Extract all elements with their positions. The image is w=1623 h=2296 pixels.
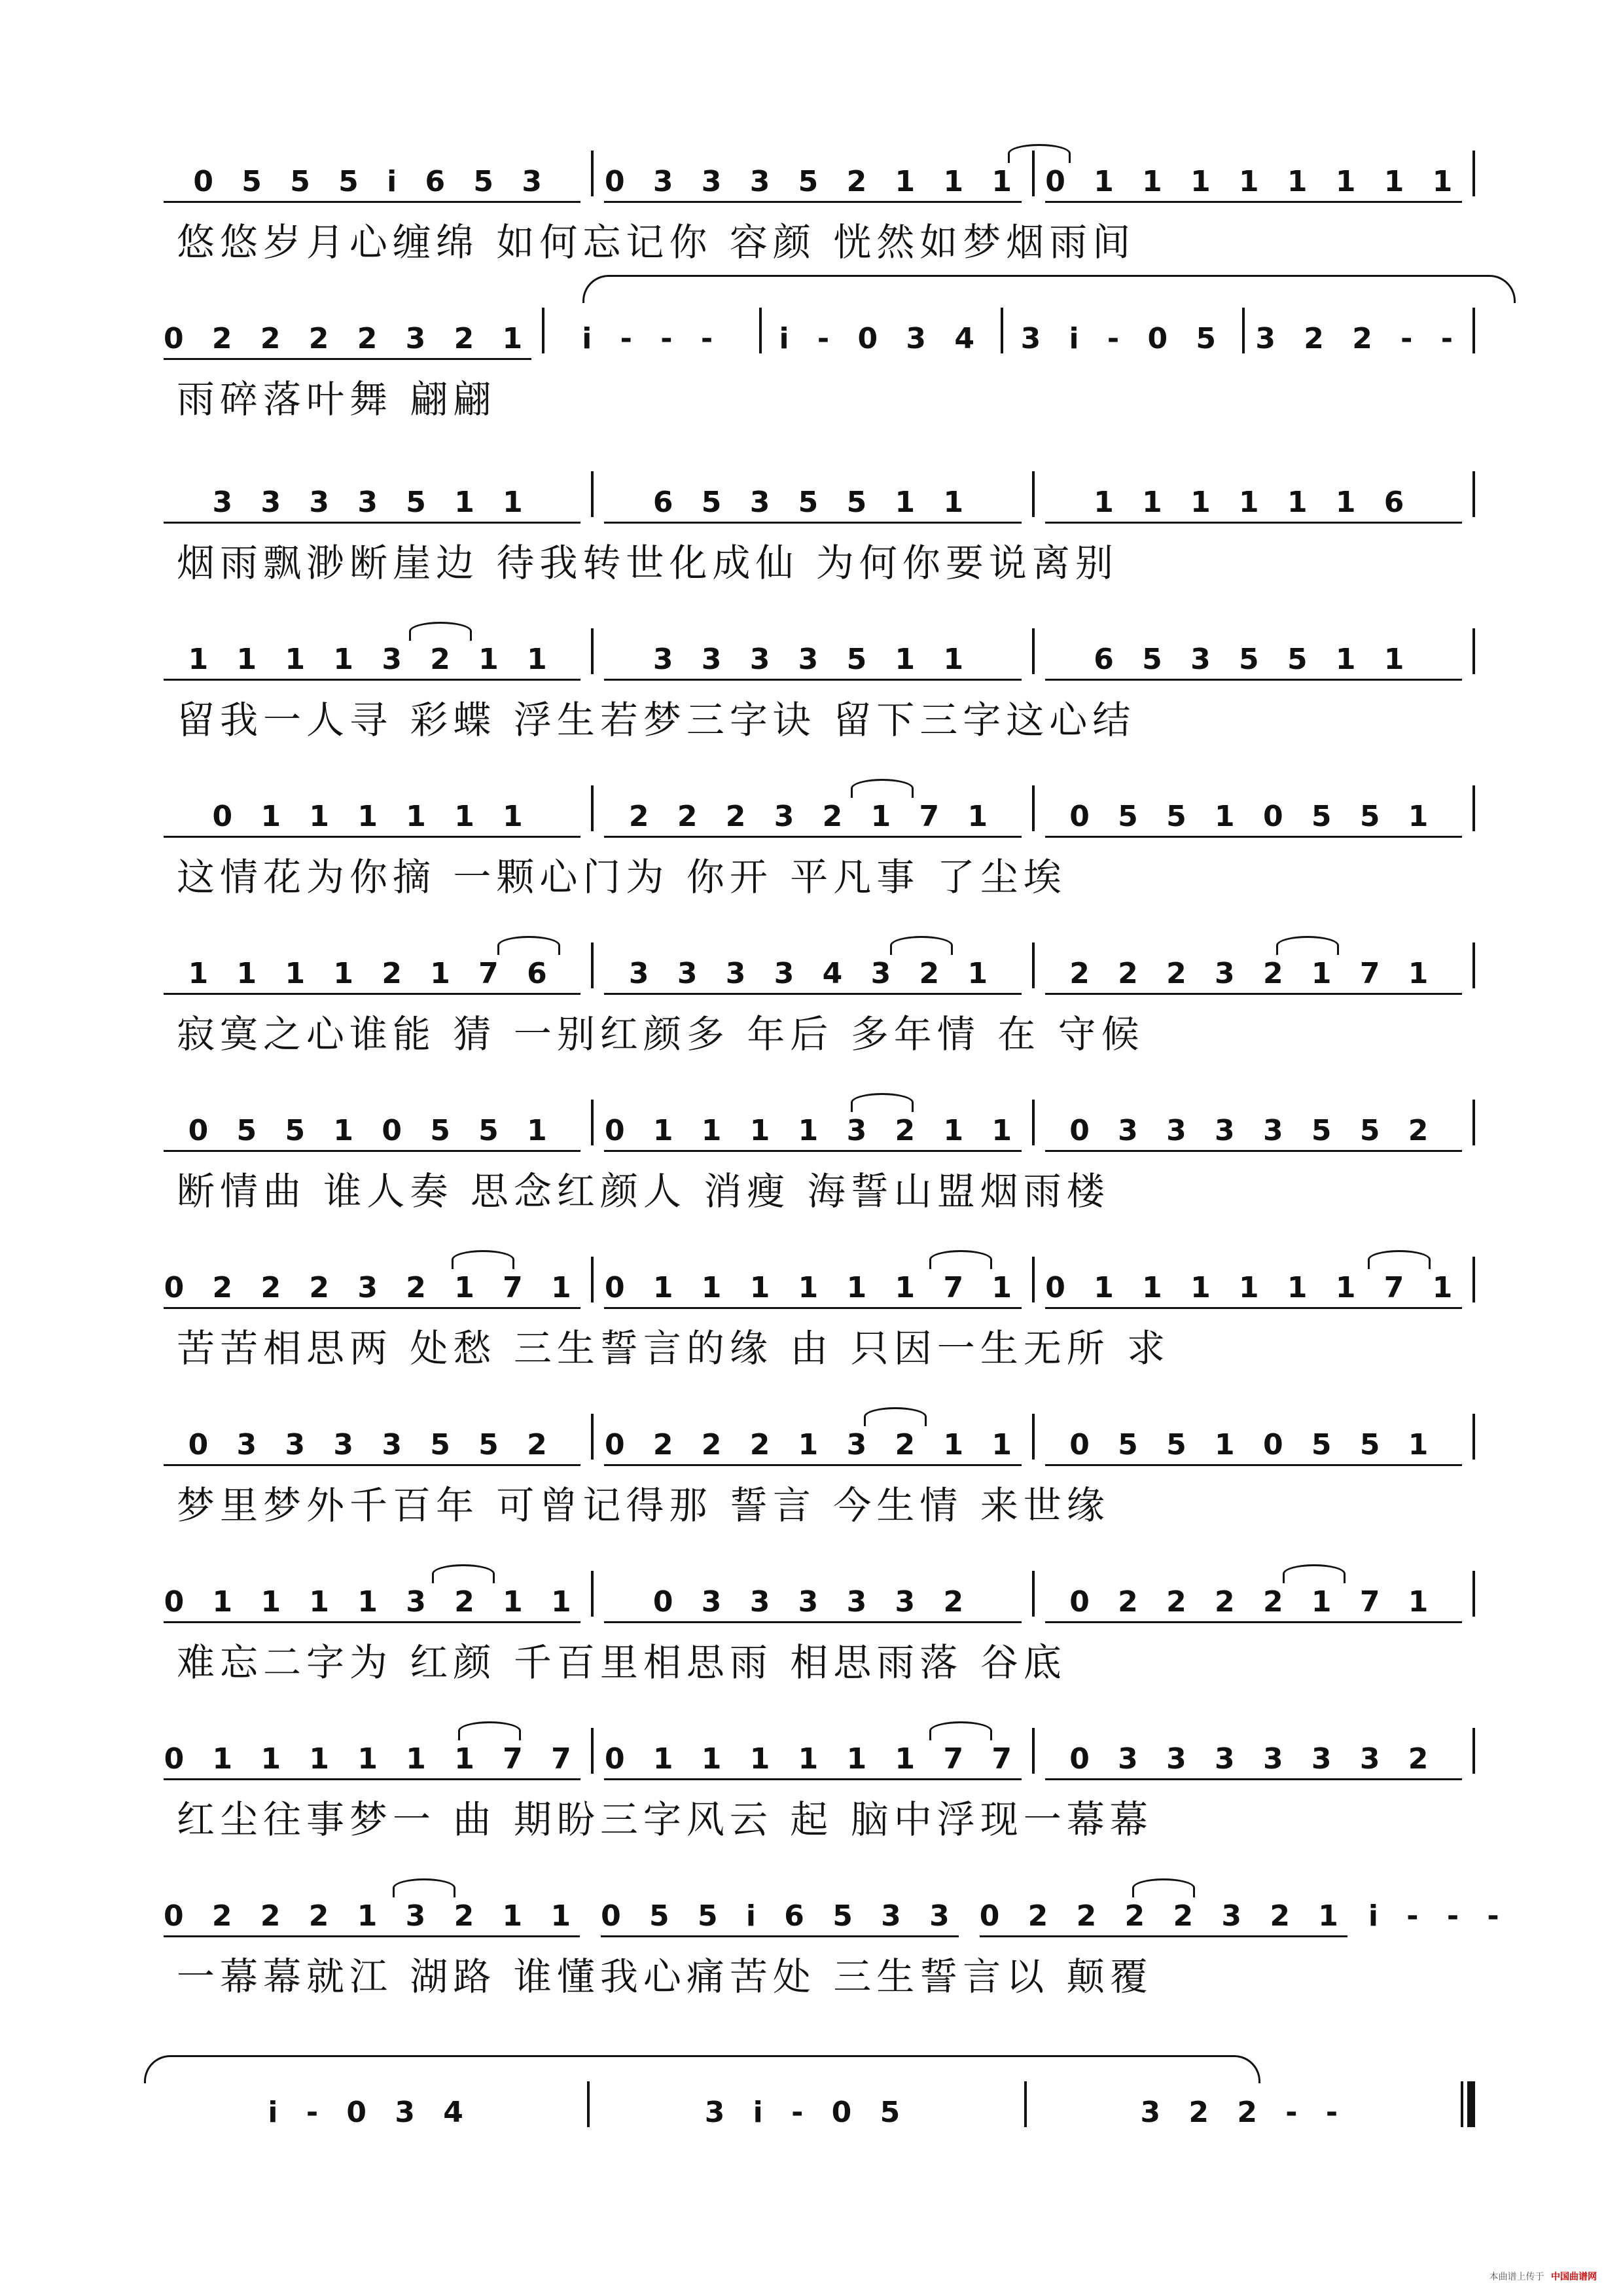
measure: 3 3 3 3 5 1 1: [212, 486, 532, 519]
measure: 0 1 1 1 1 1 1 7 7: [604, 1742, 1022, 1776]
slur: [409, 622, 472, 641]
measure-group: [766, 322, 997, 355]
notation-line: [157, 2081, 1479, 2140]
measure: 0 3 3 3 3 3 2: [652, 1585, 973, 1619]
barline: [1032, 785, 1035, 831]
barline: [1472, 471, 1475, 517]
lyrics-line: 苦苦相思两 处愁 三生誓言的缘 由 只因一生无所 求: [177, 1326, 1171, 1371]
measure-group: [157, 802, 587, 831]
slur: [864, 1407, 927, 1426]
measure-group: [1039, 957, 1469, 990]
slur: [1276, 936, 1339, 955]
tie-long: [144, 2055, 1260, 2083]
watermark-text: 本曲谱上传于: [1489, 2272, 1544, 2282]
measure: 0 5 5 1 0 5 5 1: [1069, 1428, 1438, 1462]
measure: 0 1 1 1 1 3 2 1 1: [164, 1585, 580, 1619]
measure-group: [157, 1585, 587, 1619]
measure: 0 2 2 2 3 2 1 7 1: [164, 1271, 580, 1304]
measure: 6 5 3 5 5 1 1: [652, 486, 973, 519]
barline: [1472, 1414, 1475, 1460]
measure: 0 5 5 1 0 5 5 1: [1069, 800, 1438, 833]
barline: [1472, 942, 1475, 988]
final-barline-thin: [1461, 2081, 1463, 2127]
measure-group: [1039, 1428, 1469, 1462]
measure: 0 2 2 2 2 3 2 1: [979, 1899, 1347, 1933]
tie-long: [582, 275, 1516, 303]
measure-group: [597, 802, 1027, 831]
barline: [591, 151, 594, 196]
stanza-12: [157, 1885, 1508, 2016]
measure: 0 2 2 2 1 3 2 1 1: [604, 1428, 1022, 1462]
measure-group: [157, 2098, 583, 2127]
measure-group: [1039, 1585, 1469, 1619]
stanza-1: [157, 151, 1479, 281]
measure-group: [157, 488, 587, 517]
measure: 0 3 3 3 5 2 1 1 1: [604, 165, 1022, 198]
measure: 0 1 1 1 1 1 1 7 1: [604, 1271, 1022, 1304]
measure: 3 2 2 - -: [1255, 322, 1462, 355]
slur: [1132, 1878, 1195, 1897]
measure-group: [1031, 2098, 1457, 2127]
measure: 0 3 3 3 3 3 3 2: [1069, 1742, 1438, 1776]
measure-group: [594, 2098, 1020, 2127]
measure: i - - -: [582, 322, 722, 355]
measure-group: [597, 1742, 1027, 1776]
watermark: [1489, 2270, 1597, 2283]
measure-group: [594, 1899, 965, 1933]
measure-group: [548, 322, 755, 355]
measure-group: [157, 1428, 587, 1462]
lyrics-line: 梦里梦外千百年 可曾记得那 誓言 今生情 来世缘: [177, 1483, 1110, 1528]
measure: 3 2 2 - -: [1140, 2096, 1347, 2129]
lyrics-line: 雨碎落叶舞 翩翩: [177, 377, 497, 422]
measure: 3 3 3 3 5 1 1: [652, 643, 973, 676]
stanza-7: [157, 1100, 1479, 1230]
measure: 0 5 5 1 0 5 5 1: [188, 1114, 556, 1147]
measure-group: [597, 488, 1027, 517]
measure-group: [597, 1271, 1027, 1304]
lyrics-line: 悠悠岁月心缠绵 如何忘记你 容颜 恍然如梦烟雨间: [177, 220, 1136, 264]
notation-line: [157, 1257, 1479, 1316]
barline: [1032, 1100, 1035, 1145]
barline: [1032, 1414, 1035, 1460]
measure: i - 0 3 4: [779, 322, 984, 355]
notation-line: [157, 785, 1479, 844]
barline: [591, 785, 594, 831]
measure: 3 i - 0 5: [1020, 322, 1226, 355]
notation-line: [157, 628, 1479, 687]
slur: [458, 1721, 521, 1740]
measure-group: [157, 1271, 587, 1304]
stanza-3: [157, 471, 1479, 602]
barline: [1032, 1728, 1035, 1774]
notation-line: [157, 1885, 1508, 1944]
notation-line: [157, 1571, 1479, 1630]
measure: 0 2 2 2 1 3 2 1 1: [164, 1899, 580, 1933]
barline: [591, 471, 594, 517]
measure: 3 3 3 3 4 3 2 1: [628, 957, 997, 990]
stanza-8: [157, 1257, 1479, 1388]
measure-group: [1039, 1114, 1469, 1147]
measure-group: [1039, 802, 1469, 831]
measure: i - - -: [1368, 1899, 1508, 1933]
watermark-site: 中国曲谱网: [1551, 2272, 1597, 2282]
measure-group: [597, 645, 1027, 674]
barline: [1472, 1257, 1475, 1302]
measure-group: [1039, 165, 1469, 198]
notation-line: [157, 1728, 1479, 1787]
barline: [1472, 151, 1475, 196]
slur: [851, 779, 914, 798]
measure: 1 1 1 1 2 1 7 6: [188, 957, 556, 990]
barline: [1024, 2081, 1027, 2127]
measure: 0 5 5 5 i 6 5 3: [193, 165, 551, 198]
slur: [929, 1250, 992, 1269]
notation-line: [157, 1100, 1479, 1158]
slur: [497, 936, 560, 955]
barline: [1032, 942, 1035, 988]
measure: 0 3 3 3 3 5 5 2: [1069, 1114, 1438, 1147]
measure-group: [597, 1114, 1027, 1147]
slur: [393, 1878, 455, 1897]
measure-group: [597, 165, 1027, 198]
slur: [851, 1093, 914, 1112]
measure-group: [157, 1114, 587, 1147]
stanza-11: [157, 1728, 1479, 1859]
measure-group: [973, 1899, 1354, 1933]
measure-group: [1249, 322, 1469, 355]
measure-group: [1007, 322, 1238, 355]
measure: 2 2 2 3 2 1 7 1: [1069, 957, 1438, 990]
measure-group: [1039, 645, 1469, 674]
barline: [591, 1728, 594, 1774]
stanza-13: [157, 2081, 1479, 2212]
measure-group: [1039, 1742, 1469, 1776]
lyrics-line: [177, 2147, 1479, 2199]
measure: 0 3 3 3 3 5 5 2: [188, 1428, 556, 1462]
barline: [591, 942, 594, 988]
measure: 0 5 5 i 6 5 3 3: [601, 1899, 959, 1933]
barline: [591, 1414, 594, 1460]
lyrics-line: 一幕幕就江 湖路 谁懂我心痛苦处 三生誓言以 颠覆: [177, 1954, 1153, 1999]
barline: [1032, 1257, 1035, 1302]
lyrics-line: 寂寞之心谁能 猜 一别红颜多 年后 多年情 在 守候: [177, 1012, 1145, 1056]
stanza-5: [157, 785, 1479, 916]
barline: [1472, 1571, 1475, 1617]
measure: 6 5 3 5 5 1 1: [1094, 643, 1414, 676]
barline: [1472, 1728, 1475, 1774]
lyrics-line: 红尘往事梦一 曲 期盼三字风云 起 脑中浮现一幕幕: [177, 1797, 1153, 1842]
measure: 1 1 1 1 3 2 1 1: [188, 643, 556, 676]
measure: 2 2 2 3 2 1 7 1: [628, 800, 997, 833]
barline: [542, 308, 544, 353]
stanza-4: [157, 628, 1479, 759]
lyrics-line: 断情曲 谁人奏 思念红颜人 消瘦 海誓山盟烟雨楼: [177, 1169, 1110, 1213]
slur: [1368, 1250, 1431, 1269]
measure: 0 1 1 1 1 3 2 1 1: [604, 1114, 1022, 1147]
barline: [1032, 1571, 1035, 1617]
slur: [890, 936, 953, 955]
barline: [1472, 308, 1475, 353]
notation-line: [157, 471, 1479, 530]
barline: [591, 1571, 594, 1617]
barline: [1472, 785, 1475, 831]
lyrics-line: 留我一人寻 彩蝶 浮生若梦三字诀 留下三字这心结: [177, 698, 1136, 742]
barline: [587, 2081, 590, 2127]
slur: [452, 1250, 514, 1269]
measure: 0 1 1 1 1 1 1: [212, 800, 532, 833]
stanza-9: [157, 1414, 1479, 1545]
lyrics-line: 烟雨飘渺断崖边 待我转世化成仙 为何你要说离别: [177, 541, 1118, 585]
barline: [1001, 308, 1003, 353]
final-barline-thick: [1467, 2081, 1475, 2127]
barline: [1032, 471, 1035, 517]
measure: 0 1 1 1 1 1 1 7 1: [1045, 1271, 1462, 1304]
notation-line: [157, 308, 1479, 367]
measure-group: [597, 957, 1027, 990]
measure-group: [1039, 1271, 1469, 1304]
measure-group: [1362, 1899, 1515, 1933]
measure-group: [1039, 488, 1469, 517]
measure-group: [597, 1585, 1027, 1619]
measure-group: [157, 957, 587, 990]
measure-group: [157, 1742, 587, 1776]
slur: [1283, 1564, 1346, 1583]
measure: 0 1 1 1 1 1 1 7 7: [164, 1742, 580, 1776]
barline: [1032, 628, 1035, 674]
barline: [1242, 308, 1245, 353]
lyrics-line: 这情花为你摘 一颗心门为 你开 平凡事 了尘埃: [177, 855, 1067, 899]
barline: [591, 1100, 594, 1145]
measure-group: [157, 645, 587, 674]
measure: i - 0 3 4: [268, 2096, 473, 2129]
lyrics-line: 难忘二字为 红颜 千百里相思雨 相思雨落 谷底: [177, 1640, 1067, 1685]
notation-line: [157, 1414, 1479, 1473]
measure-group: [157, 322, 538, 355]
notation-line: [157, 151, 1479, 209]
slur: [432, 1564, 495, 1583]
slur: [929, 1721, 992, 1740]
measure-group: [157, 1899, 586, 1933]
barline: [591, 628, 594, 674]
stanza-6: [157, 942, 1479, 1073]
barline: [759, 308, 762, 353]
measure: 0 2 2 2 2 3 2 1: [164, 322, 532, 355]
barline: [1472, 1100, 1475, 1145]
measure: 0 2 2 2 2 1 7 1: [1069, 1585, 1438, 1619]
measure: 0 1 1 1 1 1 1 1 1: [1045, 165, 1462, 198]
measure: 1 1 1 1 1 1 6: [1094, 486, 1414, 519]
barline: [1472, 628, 1475, 674]
barline: [591, 1257, 594, 1302]
stanza-2: [157, 308, 1479, 439]
measure-group: [157, 165, 587, 198]
measure: 3 i - 0 5: [704, 2096, 910, 2129]
stanza-10: [157, 1571, 1479, 1702]
measure-group: [597, 1428, 1027, 1462]
slur: [1008, 144, 1071, 163]
